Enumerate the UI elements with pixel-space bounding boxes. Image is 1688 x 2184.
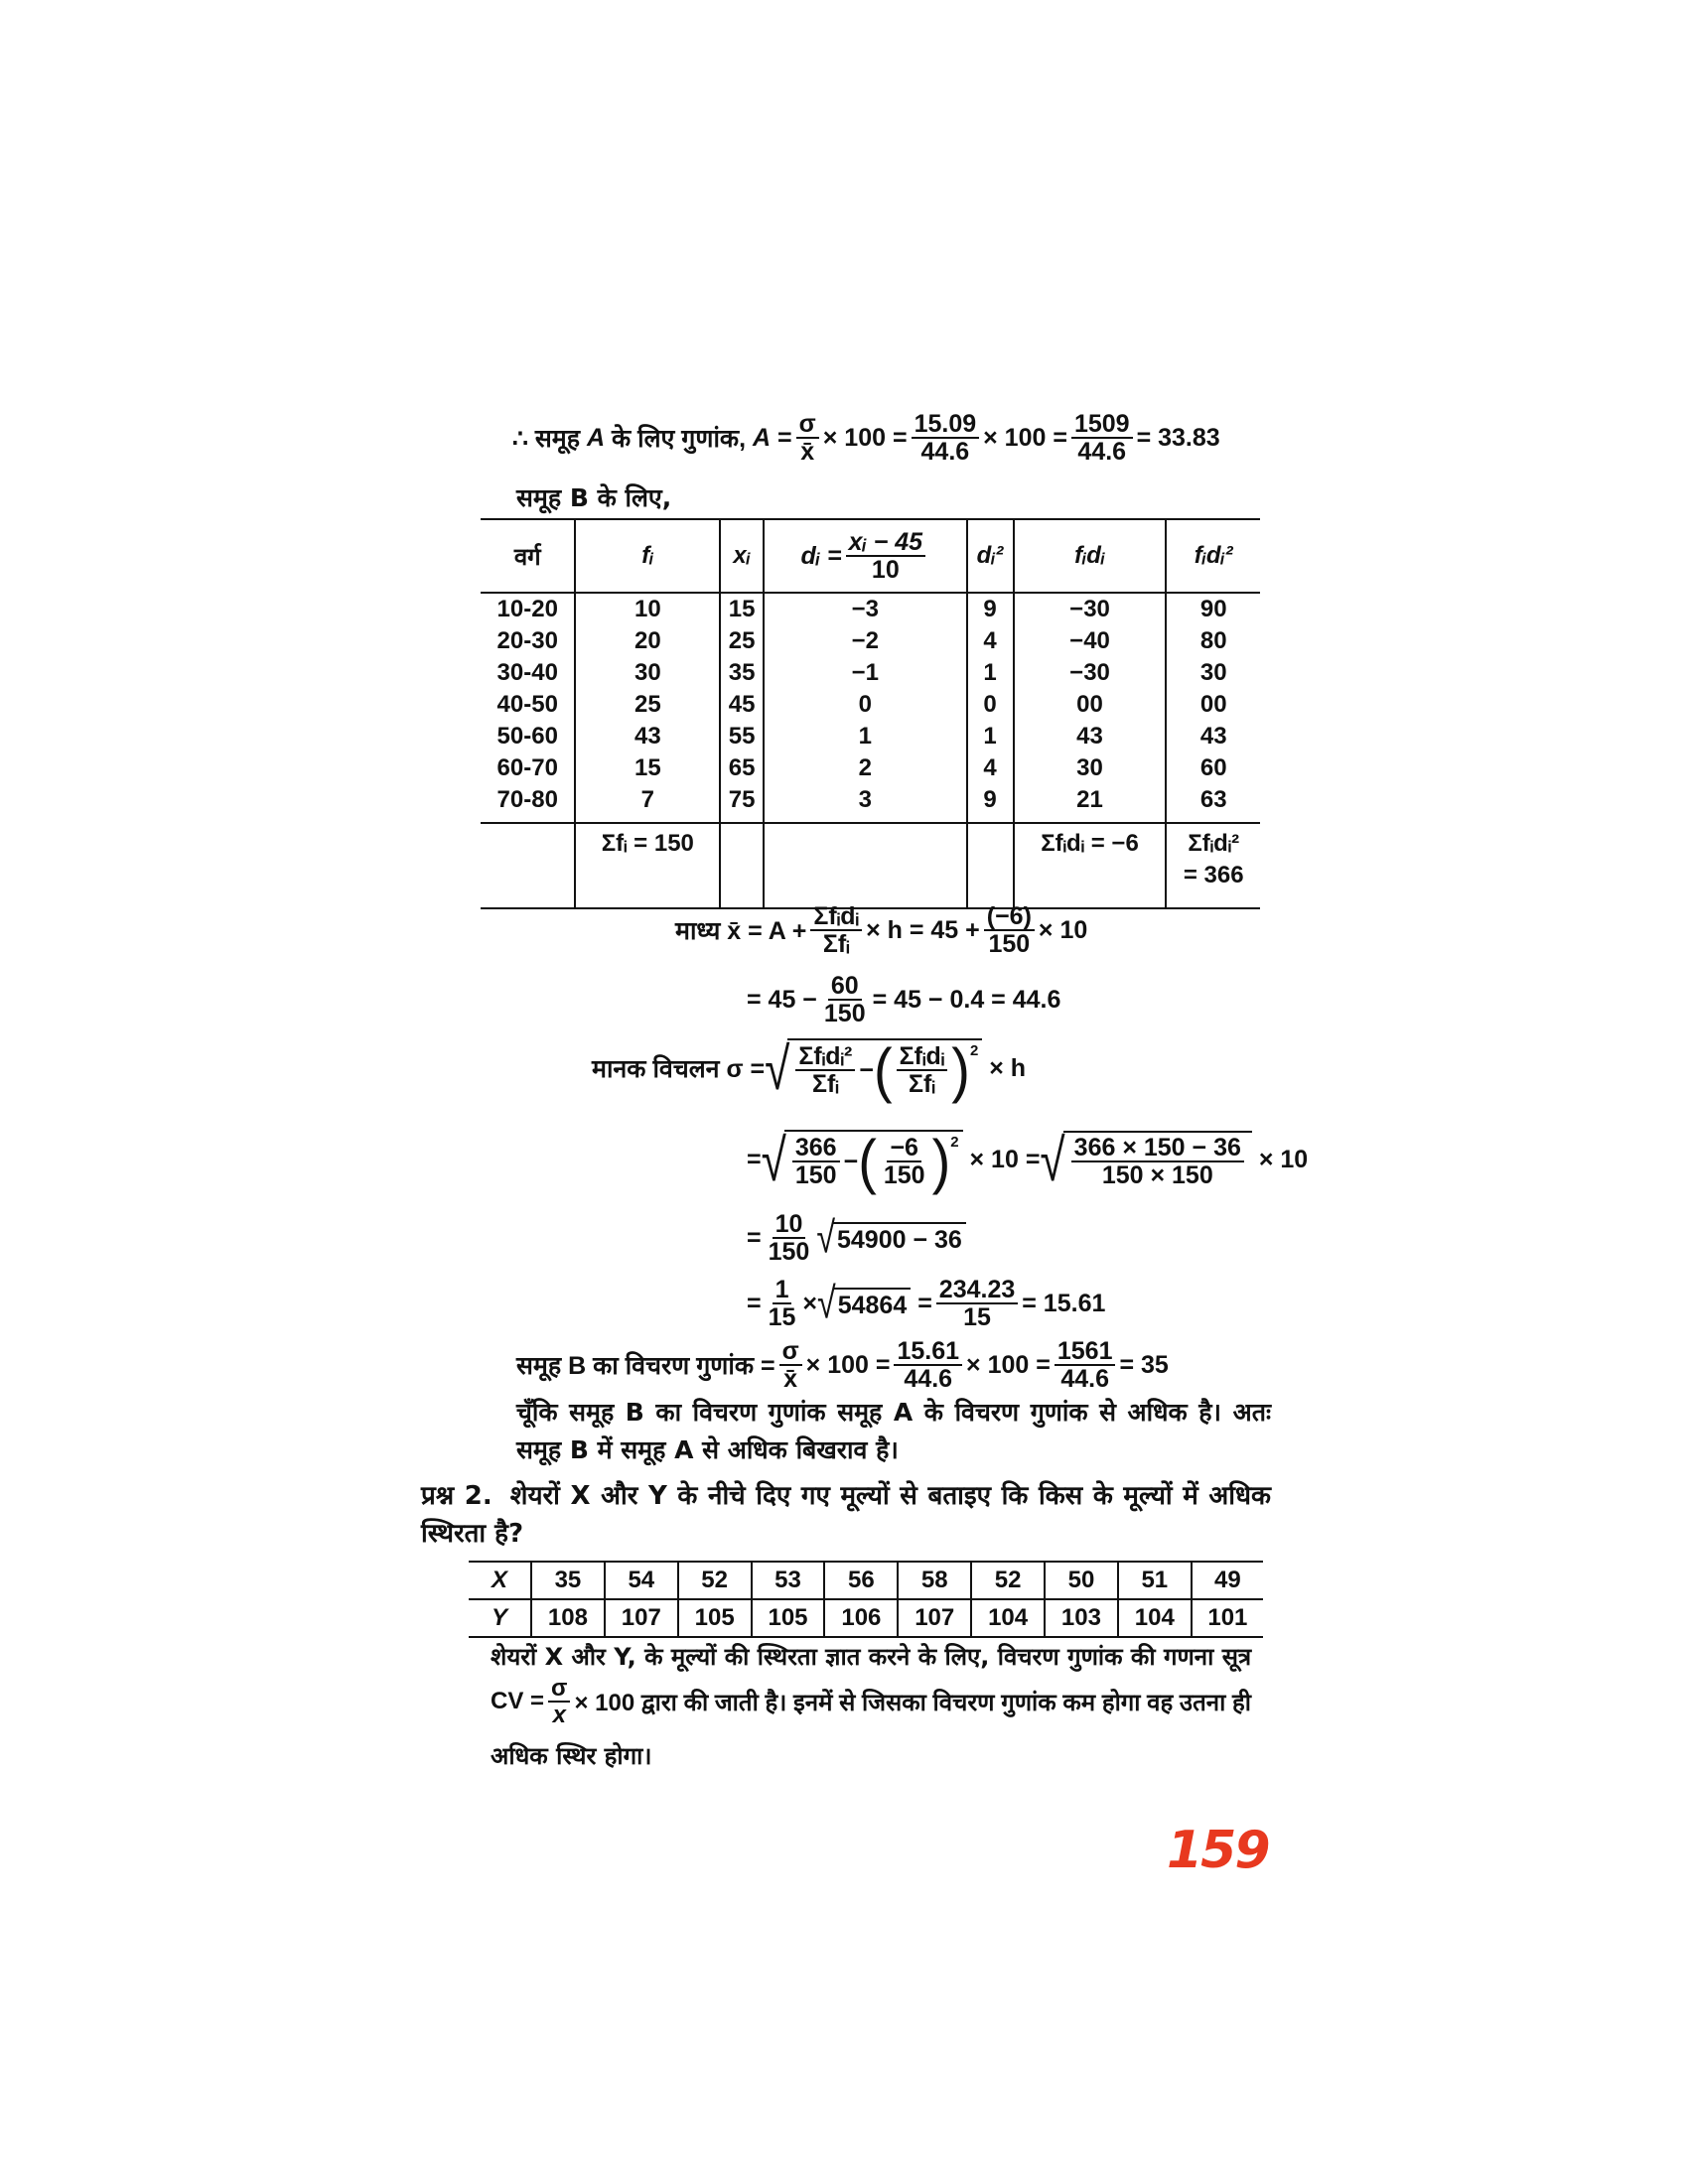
sd-frac-b: [897, 1043, 948, 1098]
cell: 00: [1166, 689, 1260, 721]
paren-close: ): [951, 1034, 970, 1105]
frac-num: Σfᵢdᵢ²: [795, 1043, 855, 1071]
frac-den: 44.6: [904, 1365, 953, 1394]
cv-group-b-line: [516, 1338, 1169, 1393]
total-fd2-value: = 366: [1183, 862, 1244, 888]
frac: [766, 1211, 813, 1266]
frac-num: σ: [548, 1676, 570, 1703]
frac-num: 366 × 150 − 36: [1071, 1135, 1244, 1162]
shares-table: [469, 1561, 1263, 1638]
mean-l2-pre: = 45 −: [747, 985, 817, 1014]
cell: 20-30: [496, 627, 558, 654]
cell: 20: [575, 625, 720, 657]
frac: [792, 1135, 840, 1189]
frac-den: x̄: [783, 1365, 798, 1394]
cell: −30: [1014, 657, 1167, 689]
frac-den: 150: [823, 1000, 866, 1028]
d-formula: [846, 529, 925, 584]
sqrt-icon: √: [1040, 1126, 1065, 1193]
cell: 45: [720, 689, 764, 721]
cell: 80: [1166, 625, 1260, 657]
cell: 70-80: [496, 786, 558, 813]
sqrt-body: 54864: [834, 1288, 912, 1320]
cell: [720, 823, 764, 908]
cell: 40-50: [496, 691, 558, 718]
cell: 15: [720, 593, 764, 625]
total-fd: Σfᵢdᵢ = −6: [1014, 823, 1167, 908]
paren-close: ): [931, 1126, 951, 1196]
cell: 15: [575, 752, 720, 784]
frac: [766, 1277, 799, 1331]
th-x: xᵢ: [720, 519, 764, 593]
frac-den: Σfᵢ: [822, 930, 850, 959]
mean-line-2: [747, 973, 1060, 1027]
sqrt: [765, 1034, 982, 1105]
th-fd2: fᵢdᵢ²: [1166, 519, 1260, 593]
sqrt-body: [1063, 1131, 1252, 1189]
square: 2: [969, 1042, 979, 1059]
question-text: शेयरों X और Y के नीचे दिए गए मूल्यों से बताइए कि किस के मूल्यों में अधिक स्थिरता है?: [421, 1481, 1271, 1549]
table-row: [481, 721, 1260, 752]
times-100: × 100 =: [966, 1350, 1051, 1379]
times-100: × 100 =: [983, 423, 1067, 452]
frac: [881, 1135, 928, 1189]
sd-line-4: [747, 1277, 1105, 1331]
table-row: [469, 1599, 1263, 1637]
question-label: प्रश्न 2.: [421, 1481, 492, 1511]
sd-l2-mid: × 10 =: [969, 1145, 1041, 1173]
table-row: [469, 1562, 1263, 1599]
total-fd2: [1166, 823, 1260, 908]
cell: 103: [1045, 1599, 1118, 1637]
times-100: × 100 =: [822, 423, 908, 452]
cell: 107: [898, 1599, 971, 1637]
sd-line-1: [592, 1034, 1027, 1105]
cell: −40: [1014, 625, 1167, 657]
frac: [779, 1338, 802, 1393]
cell: 43: [1014, 721, 1167, 752]
square: 2: [950, 1134, 959, 1151]
frac-num: σ: [779, 1338, 802, 1366]
times-100: × 100 =: [805, 1350, 891, 1379]
frac-den: x̄: [800, 438, 815, 467]
eq: =: [747, 1289, 762, 1317]
frac-num: −6: [887, 1135, 921, 1162]
eq: =: [777, 423, 792, 452]
cell: 9: [967, 784, 1014, 823]
cell: 30-40: [496, 659, 558, 686]
cell: 3: [764, 784, 966, 823]
cell: 105: [678, 1599, 752, 1637]
frac-den: 150 × 150: [1101, 1161, 1213, 1189]
cell: 60-70: [496, 754, 558, 781]
cell: 101: [1192, 1599, 1263, 1637]
cell: 25: [720, 625, 764, 657]
sd-frac-a: [795, 1043, 855, 1098]
frac-den: 150: [988, 930, 1031, 959]
sd-line-3: [747, 1211, 966, 1266]
frac-den: 15: [768, 1303, 796, 1332]
sd-result: = 15.61: [1022, 1289, 1106, 1317]
table-row: [481, 657, 1260, 689]
frac-num: 10: [773, 1211, 806, 1239]
frac-den: 44.6: [1060, 1365, 1109, 1394]
mean-line-1: [675, 903, 1087, 958]
th-class: वर्ग: [481, 519, 575, 593]
th-d2: dᵢ²: [967, 519, 1014, 593]
frac-num: 234.23: [936, 1277, 1018, 1304]
frac-den: 44.6: [920, 438, 970, 467]
cell: −30: [1014, 593, 1167, 625]
cell: 4: [967, 752, 1014, 784]
eq: =: [747, 1145, 762, 1173]
row-label-y: Y: [491, 1604, 507, 1631]
paren-open: (: [858, 1126, 877, 1196]
cv-pre: CV =: [491, 1688, 545, 1715]
frac-num: 60: [828, 973, 862, 1001]
cv-group-a-line: [512, 411, 1220, 466]
answer2-line1: शेयरों X और Y, के मूल्यों की स्थिरता ज्ञात करने के लिए, विचरण गुणांक की गणना सूत्र: [491, 1643, 1252, 1671]
coef-label: के लिए गुणांक,: [611, 425, 747, 454]
cell: 107: [605, 1599, 678, 1637]
cv-a-result: = 33.83: [1136, 423, 1220, 452]
page-number: 159: [1167, 1821, 1269, 1880]
frac-num: 15.61: [894, 1338, 962, 1366]
cell: 50: [1045, 1562, 1118, 1599]
cell: 2: [764, 752, 966, 784]
cell: 43: [1166, 721, 1260, 752]
cell: 1: [764, 721, 966, 752]
cell: 4: [967, 625, 1014, 657]
frac: [548, 1676, 570, 1727]
cell: 58: [898, 1562, 971, 1599]
cell: 10: [575, 593, 720, 625]
sqrt-body: 54900 − 36: [833, 1222, 966, 1255]
cv-b-result: = 35: [1119, 1350, 1169, 1379]
total-fd2-label: Σfᵢdᵢ²: [1188, 830, 1240, 857]
fraction-1509-int: [1071, 411, 1133, 466]
frac: [894, 1338, 962, 1393]
cell: 52: [971, 1562, 1045, 1599]
sqrt-body: [787, 1034, 982, 1105]
cell: 35: [720, 657, 764, 689]
table-row: [481, 752, 1260, 784]
table-row: [481, 593, 1260, 625]
cell: 104: [971, 1599, 1045, 1637]
cell: 7: [575, 784, 720, 823]
frac-den: 150: [768, 1238, 810, 1267]
cell: 75: [720, 784, 764, 823]
minus: −: [859, 1055, 874, 1084]
th-f: fᵢ: [575, 519, 720, 593]
cell: −1: [764, 657, 966, 689]
frac-num: 1561: [1055, 1338, 1116, 1366]
sqrt-icon: √: [765, 1034, 790, 1102]
paren-open: (: [873, 1034, 893, 1105]
th-fd: fᵢdᵢ: [1014, 519, 1167, 593]
frac-num: (−6): [984, 903, 1035, 931]
frac: [936, 1277, 1018, 1331]
frac-num: 1: [773, 1277, 792, 1304]
mean-l2-tail: = 45 − 0.4 = 44.6: [872, 985, 1061, 1014]
answer2-line3: अधिक स्थिर होगा।: [491, 1742, 652, 1770]
times: ×: [802, 1289, 818, 1317]
cell: −3: [764, 593, 966, 625]
frac-den: Σfᵢ: [909, 1070, 935, 1098]
cell: 52: [678, 1562, 752, 1599]
sqrt-icon: √: [817, 1279, 836, 1328]
cell: −2: [764, 625, 966, 657]
table-row: [481, 625, 1260, 657]
group-b-heading: समूह B के लिए,: [516, 483, 672, 512]
mean-mid: × h = 45 +: [866, 915, 980, 944]
cell: 0: [967, 689, 1014, 721]
cell: 65: [720, 752, 764, 784]
frac: [1071, 1135, 1244, 1189]
sqrt: [1040, 1126, 1251, 1193]
cell: [764, 823, 966, 908]
cell: 108: [531, 1599, 605, 1637]
cell: 55: [720, 721, 764, 752]
d-label: dᵢ =: [800, 541, 842, 570]
cv-tail: × 100 द्वारा की जाती है। इनमें से जिसका विचरण गुणांक कम होगा वह उतना ही: [574, 1689, 1251, 1716]
group-b-table: [481, 518, 1260, 909]
frac-num: 15.09: [912, 411, 980, 439]
eq: =: [747, 1223, 762, 1252]
frac: [1055, 1338, 1116, 1393]
eq: =: [917, 1289, 932, 1317]
conclusion-paragraph: चूँकि समूह B का विचरण गुणांक समूह A के विचरण गुणांक से अधिक है। अतः समूह B में समूह A से अधिक बिखराव है।: [516, 1398, 1271, 1464]
sd-label: मानक विचलन σ =: [592, 1055, 766, 1083]
cell: 53: [752, 1562, 825, 1599]
therefore-text: ∴ समूह: [512, 425, 580, 454]
sqrt-icon: √: [816, 1213, 835, 1263]
frac-den: Σfᵢ: [811, 1070, 839, 1098]
cell: [967, 823, 1014, 908]
cell: 10-20: [496, 596, 558, 622]
frac-den: 150: [794, 1161, 837, 1189]
frac-den: 150: [883, 1161, 925, 1189]
frac-den: 15: [963, 1303, 991, 1332]
table-row: [481, 784, 1260, 823]
frac-num: Σfᵢdᵢ: [897, 1043, 948, 1071]
cell: 9: [967, 593, 1014, 625]
cell: 106: [824, 1599, 898, 1637]
answer2-line2: [491, 1676, 1251, 1727]
sigma-over-xbar: [796, 411, 819, 466]
sd-l2-tail: × 10: [1258, 1145, 1309, 1173]
mean-tail: × 10: [1038, 915, 1088, 944]
cell: 63: [1166, 784, 1260, 823]
sqrt: [761, 1126, 963, 1196]
cell: [481, 823, 575, 908]
var-a2: A: [753, 423, 772, 452]
cell: 50-60: [496, 723, 558, 750]
frac-num: Σfᵢdᵢ: [810, 903, 862, 931]
sqrt-body: [784, 1126, 963, 1196]
cell: 30: [575, 657, 720, 689]
sqrt: [817, 1279, 911, 1328]
cell: 30: [1014, 752, 1167, 784]
cell: 30: [1166, 657, 1260, 689]
frac-den: 44.6: [1077, 438, 1127, 467]
question-2: [421, 1477, 1271, 1553]
cell: 54: [605, 1562, 678, 1599]
frac-num: σ: [796, 411, 819, 439]
frac-den: 10: [871, 556, 900, 584]
cell: 43: [575, 721, 720, 752]
frac-num: 366: [792, 1135, 840, 1162]
cell: 105: [752, 1599, 825, 1637]
cell: 1: [967, 721, 1014, 752]
frac-num: xᵢ − 45: [846, 529, 925, 557]
cell: 25: [575, 689, 720, 721]
cell: 51: [1118, 1562, 1192, 1599]
mean-l2-frac: [821, 973, 869, 1027]
row-label-x: X: [469, 1562, 531, 1599]
sqrt-icon: √: [761, 1126, 786, 1193]
cell: 90: [1166, 593, 1260, 625]
frac-den: x: [552, 1702, 566, 1729]
fraction-1509-over-446: [912, 411, 980, 466]
th-d: [764, 519, 966, 593]
mean-frac-2: [984, 903, 1035, 958]
var-a: A: [586, 423, 605, 452]
mean-frac: [810, 903, 862, 958]
cell: 49: [1192, 1562, 1263, 1599]
table-row: [481, 689, 1260, 721]
total-f: Σfᵢ = 150: [575, 823, 720, 908]
cell: 00: [1014, 689, 1167, 721]
times-h: × h: [989, 1053, 1027, 1082]
totals-row: [481, 823, 1260, 908]
cell: 0: [764, 689, 966, 721]
cell: 1: [967, 657, 1014, 689]
sd-line-2: [747, 1126, 1309, 1196]
frac-num: 1509: [1071, 411, 1133, 439]
sqrt: [816, 1213, 966, 1263]
cell: 104: [1118, 1599, 1192, 1637]
mean-label: माध्य x̄ = A +: [675, 917, 807, 946]
minus: −: [843, 1147, 859, 1175]
cell: 21: [1014, 784, 1167, 823]
cell: 56: [824, 1562, 898, 1599]
cell: 60: [1166, 752, 1260, 784]
cv-b-label: समूह B का विचरण गुणांक =: [516, 1352, 775, 1381]
cell: 35: [531, 1562, 605, 1599]
